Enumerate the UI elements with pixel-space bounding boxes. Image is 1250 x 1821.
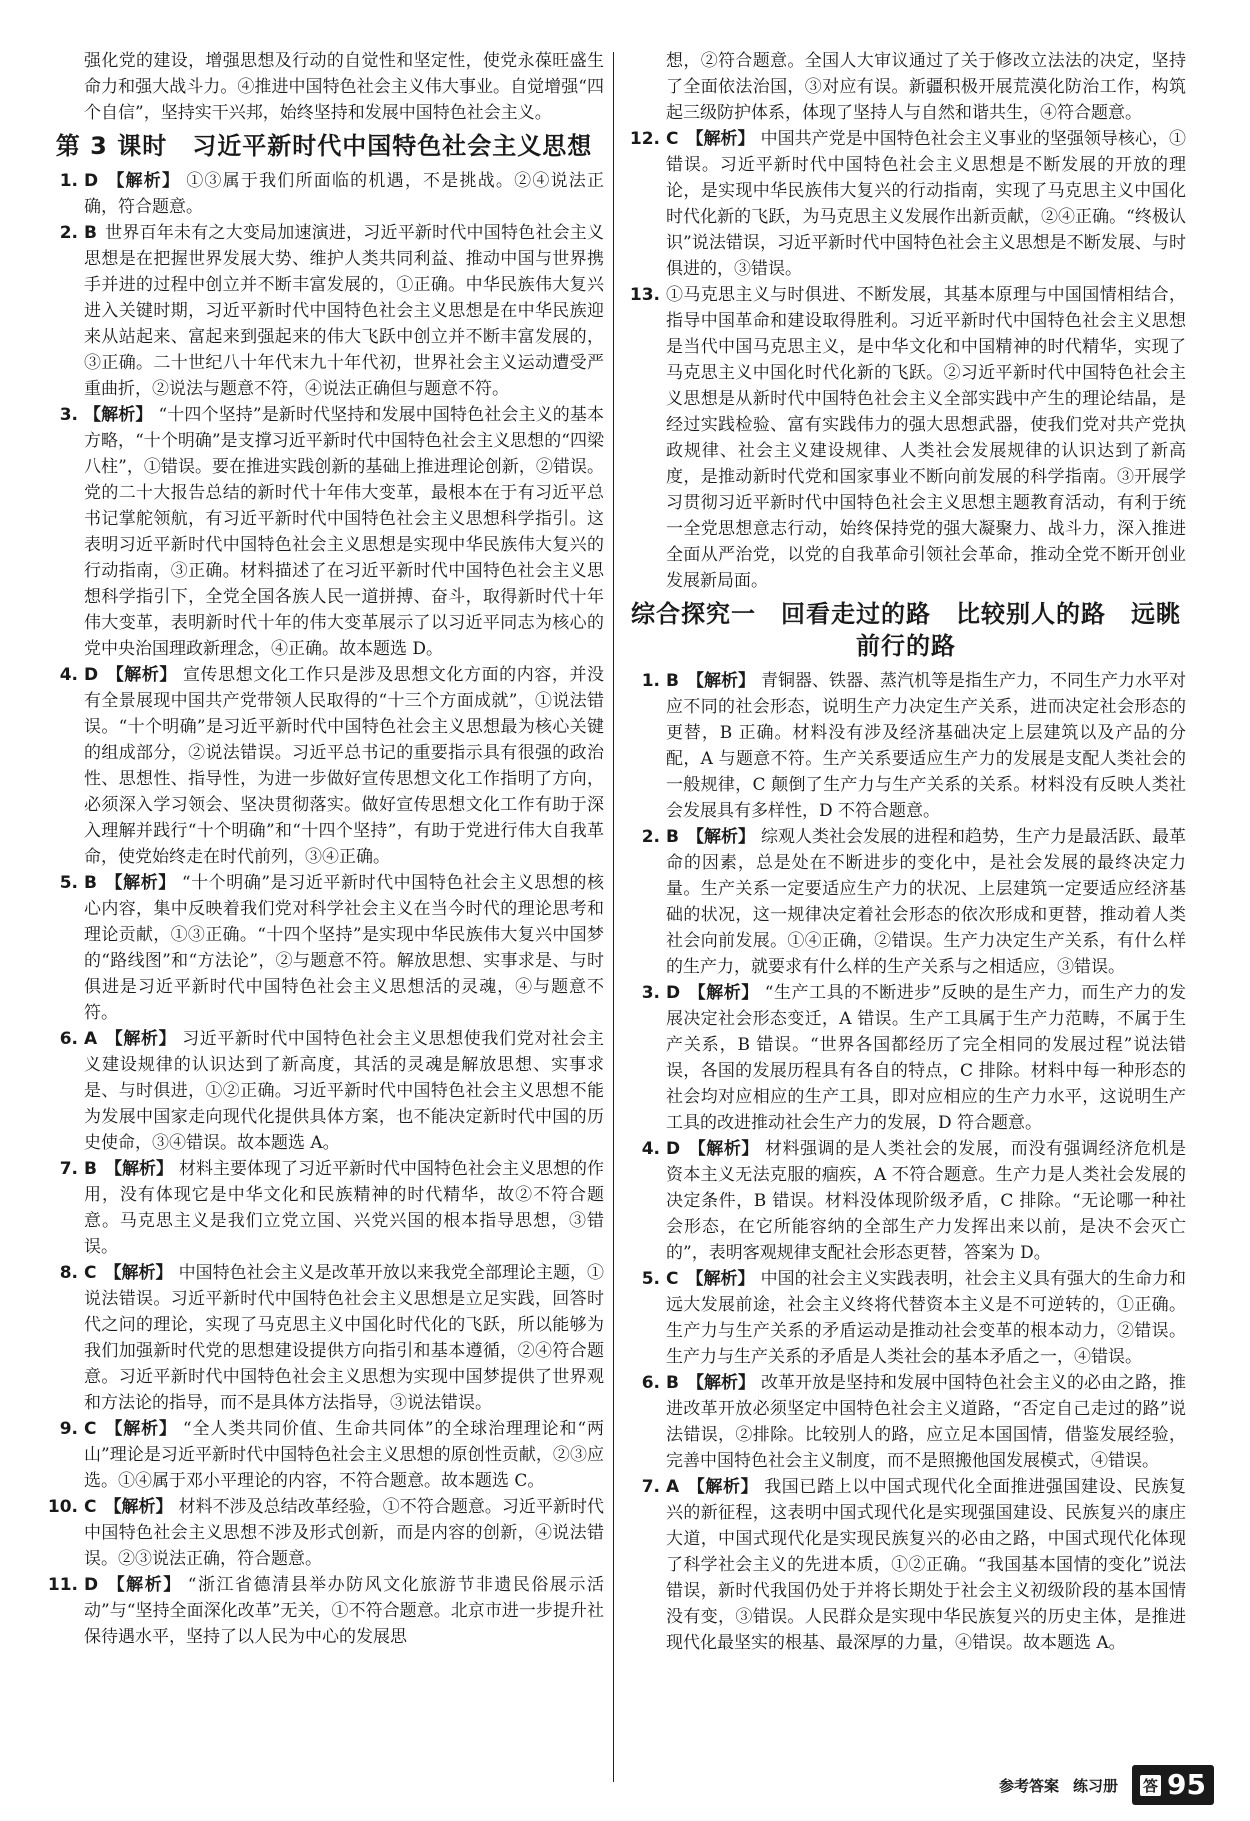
section-heading-comprehensive-1: 综合探究一 回看走过的路 比较别人的路 远眺前行的路	[631, 600, 1181, 660]
analysis-text: 材料强调的是人类社会的发展，而没有强调经济危机是资本主义无法克服的痼疾，A 不符合题意。生产力是人类社会发展的决定条件，B 错误。材料没体现阶级矛盾，C 排除。“无论哪一种社会形态，在它所能容纳的全部生产力发挥出来以前，是决不会灭亡的”，表明客观规律支配社会形态更替，答案为 D。	[666, 1139, 1187, 1263]
answer-letter: B	[84, 223, 97, 243]
question-number: 3.	[59, 405, 78, 425]
answer-letter: D	[666, 1139, 681, 1159]
analysis-tag: 【解析】	[686, 827, 755, 847]
answer-letter: A	[666, 1477, 680, 1497]
analysis-text: ①马克思主义与时俱进、不断发展，其基本原理与中国国情相结合，指导中国革命和建设取得胜利。习近平新时代中国特色社会主义思想是当代中国马克思主义，是中华文化和中国精神的时代精华，实现了马克思主义中国化时代化新的飞跃。②习近平新时代中国特色社会主义思想是从新时代中国特色社会主义全部实践中产生的理论结晶，是经过实践检验、富有实践伟力的强大思想武器，使我们党对共产党执政规律、社会主义建设规律、人类社会发展规律的认识达到了新高度，是推动新时代党和国家事业不断向前发展的科学指南。③开展学习贯彻习近平新时代中国特色社会主义思想主题教育活动，有利于统一全党思想意志行动，始终保持党的强大凝聚力、战斗力，深入推进全面从严治党，以党的自我革命引领社会革命，推动全党不断开创业发展新局面。	[666, 285, 1186, 591]
answer-badge: 答	[1140, 1775, 1161, 1796]
answer-letter: C	[666, 1269, 679, 1289]
analysis-text: 综观人类社会发展的进程和趋势，生产力是最活跃、最革命的因素，总是处在不断进步的变化中，是社会发展的最终决定力量。生产关系一定要适应生产力的状况、上层建筑一定要适应经济基础的状况，这一规律决定着社会形态的依次形成和更替，推动着人类社会向前发展。①④正确，②错误。生产力决定生产关系，有什么样的生产力，就要求有什么样的生产关系与之相适应，③错误。	[666, 827, 1187, 977]
question-number: 12.	[629, 129, 660, 149]
question-number: 5.	[641, 1269, 660, 1289]
analysis-tag: 【解析】	[106, 1575, 182, 1595]
question-number: 4.	[59, 665, 78, 685]
question-number: 1.	[641, 671, 660, 691]
answer-letter: D	[666, 983, 681, 1003]
question-number: 3.	[641, 983, 660, 1003]
section-heading-lesson-3: 第 3 课时 习近平新时代中国特色社会主义思想	[55, 132, 593, 160]
intro-paragraph: 强化党的建设，增强思想及行动的自觉性和坚定性，使党永葆旺盛生命力和强大战斗力。④推进中国特色社会主义伟大事业。自觉增强“四个自信”，坚持实干兴邦，始终坚持和发展中国特色社会主义。	[84, 51, 604, 123]
analysis-tag: 【解析】	[686, 671, 755, 691]
analysis-tag: 【解析】	[104, 1497, 173, 1517]
answer-item	[626, 824, 1186, 980]
analysis-tag: 【解析】	[104, 1419, 177, 1439]
analysis-text: “生产工具的不断进步”反映的是生产力，而生产力的发展决定社会形态变迁，A 错误。生产工具属于生产力范畴，不属于生产关系，B 错误。“世界各国都经历了完全相同的发展过程”说法错误，各国的发展历程具有各自的特点，C 排除。材料中每一种形态的社会均对应相应的生产工具，即对应相应的生产力水平，这说明生产工具的改进推动社会生产力的发展，D 符合题意。	[666, 983, 1186, 1133]
answer-item	[44, 1260, 604, 1416]
footer-label-workbook: 练习册	[1073, 1776, 1119, 1795]
analysis-tag: 【解析】	[105, 1029, 177, 1049]
question-number: 7.	[59, 1159, 78, 1179]
page-footer	[999, 1765, 1214, 1805]
question-number: 9.	[59, 1419, 78, 1439]
analysis-text: “浙江省德清县举办防风文化旅游节非遗民俗展示活动”与“坚持全面深化改革”无关，①不符合题意。北京市进一步提升社保待遇水平，坚持了以人民为中心的发展思	[84, 1575, 604, 1647]
analysis-text: 青铜器、铁器、蒸汽机等是指生产力，不同生产力水平对应不同的社会形态，说明生产力决定生产关系，进而决定社会形态的更替，B 正确。材料没有涉及经济基础决定上层建筑以及产品的分配，A 与题意不符。生产关系要适应生产力的发展是支配人类社会的一般规律，C 颠倒了生产力与生产关系的关系。材料没有反映人类社会发展具有多样性，D 不符合题意。	[666, 671, 1187, 821]
footer-label-answers: 参考答案	[998, 1776, 1059, 1795]
analysis-text: “全人类共同价值、生命共同体”的全球治理理论和“两山”理论是习近平新时代中国特色社会主义思想的原创性贡献，②③应选。①④属于邓小平理论的内容，不符合题意。故本题选 C。	[84, 1419, 604, 1491]
analysis-tag: 【解析】	[104, 1263, 173, 1283]
analysis-tag: 【解析】	[687, 1477, 759, 1497]
answer-item	[626, 126, 1186, 282]
column-divider	[613, 52, 614, 1782]
answer-letter: B	[666, 827, 679, 847]
analysis-tag: 【解析】	[688, 1139, 759, 1159]
analysis-tag: 【解析】	[686, 1373, 755, 1393]
question-number: 6.	[59, 1029, 78, 1049]
analysis-text: 世界百年未有之大变局加速演进，习近平新时代中国特色社会主义思想是在把握世界发展大势、维护人类共同利益、推动中国与世界携手并进的过程中创立并不断丰富发展的，①正确。中华民族伟大复兴进入关键时期，习近平新时代中国特色社会主义思想是在中华民族迎来从站起来、富起来到强起来的伟大飞跃中创立并不断丰富发展的，③正确。二十世纪八十年代末九十年代初，世界社会主义运动遭受严重曲折，②说法与题意不符，④说法正确但与题意不符。	[84, 223, 604, 399]
question-number: 5.	[59, 873, 78, 893]
answer-item	[44, 1572, 604, 1650]
answer-letter: D	[84, 665, 99, 685]
question-number: 10.	[47, 1497, 78, 1517]
question-number: 4.	[641, 1139, 660, 1159]
analysis-text: 改革开放是坚持和发展中国特色社会主义的必由之路，推进改革开放必须坚定中国特色社会主义道路，“否定自己走过的路”说法错误，②排除。比较别人的路，应立足本国国情，借鉴发展经验，完善中国特色社会主义制度，而不是照搬他国发展模式，④错误。	[666, 1373, 1187, 1471]
answer-list	[44, 168, 604, 1650]
answer-letter: B	[666, 671, 679, 691]
analysis-text: “十四个坚持”是新时代坚持和发展中国特色社会主义的基本方略，“十个明确”是支撑习近平新时代中国特色社会主义思想的“四梁八柱”，①错误。要在推进实践创新的基础上推进理论创新，②错误。党的二十大报告总结的新时代十年伟大变革，最根本在于有习近平总书记掌舵领航，有习近平新时代中国特色社会主义思想科学指引。这表明习近平新时代中国特色社会主义思想是实现中华民族伟大复兴的行动指南，③正确。材料描述了在习近平新时代中国特色社会主义思想科学指引下，全党全国各族人民一道拼搏、奋斗，取得新时代十年伟大变革，表明新时代十年的伟大变革展示了以习近平同志为核心的党中央治国理政新理念，④正确。故本题选 D。	[84, 405, 604, 659]
question-number: 8.	[59, 1263, 78, 1283]
answer-item	[44, 1156, 604, 1260]
answer-letter: B	[84, 873, 97, 893]
answer-letter: A	[84, 1029, 98, 1049]
page-number: 95	[1167, 1768, 1206, 1801]
analysis-text: 中国的社会主义实践表明，社会主义具有强大的生命力和远大发展前途，社会主义终将代替资本主义是不可逆转的，①正确。生产力与生产关系的矛盾运动是推动社会变革的根本动力，②错误。生产力与生产关系的矛盾是人类社会的基本矛盾之一，④错误。	[666, 1269, 1187, 1367]
analysis-text: 宣传思想文化工作只是涉及思想文化方面的内容，并没有全景展现中国共产党带领人民取得的“十三个方面成就”，①说法错误。“十个明确”是习近平新时代中国特色社会主义思想最为核心关键的组成部分，②说法错误。习近平总书记的重要指示具有很强的政治性、思想性、指导性，为进一步做好宣传思想文化工作指明了方向，必须深入学习领会、坚决贯彻落实。做好宣传思想文化工作有助于深入理解并践行“十个明确”和“十四个坚持”，有助于党进行伟大自我革命，使党始终走在时代前列，③④正确。	[84, 665, 605, 867]
answer-item	[44, 1026, 604, 1156]
answer-item	[44, 662, 604, 870]
question-number: 1.	[59, 171, 78, 191]
analysis-tag: 【解析】	[104, 873, 176, 893]
analysis-tag: 【解析】	[84, 405, 153, 425]
continued-paragraph: 想，②符合题意。全国人大审议通过了关于修改立法法的决定，坚持了全面依法治国，③对应有误。新疆积极开展荒漠化防治工作，构筑起三级防护体系，体现了坚持人与自然和谐共生，④符合题意。	[666, 51, 1186, 123]
answer-item	[626, 1266, 1186, 1370]
analysis-text: 习近平新时代中国特色社会主义思想使我们党对社会主义建设规律的认识达到了新高度，其活的灵魂是解放思想、实事求是、与时俱进，①②正确。习近平新时代中国特色社会主义思想不能为发展中国家走向现代化提供具体方案，也不能决定新时代中国的历史使命，③④错误。故本题选 A。	[84, 1029, 605, 1153]
question-number: 7.	[641, 1477, 660, 1497]
left-column	[44, 48, 604, 1650]
answer-letter: D	[84, 171, 99, 191]
analysis-text: 中国共产党是中国特色社会主义事业的坚强领导核心，①错误。习近平新时代中国特色社会主义思想是不断发展的开放的理论，是实现中华民族伟大复兴的行动指南，实现了马克思主义中国化时代化新的飞跃，为马克思主义发展作出新贡献，②④正确。“终极认识”说法错误，习近平新时代中国特色社会主义思想是不断发展、与时俱进的，③错误。	[666, 129, 1187, 279]
answer-item	[626, 1370, 1186, 1474]
answer-item	[44, 168, 604, 220]
question-number: 13.	[629, 285, 660, 305]
answer-item	[44, 1494, 604, 1572]
analysis-tag: 【解析】	[104, 1159, 173, 1179]
analysis-tag: 【解析】	[106, 171, 181, 191]
answer-item	[44, 402, 604, 662]
answer-item	[626, 1136, 1186, 1266]
answer-letter: C	[84, 1419, 97, 1439]
question-number: 2.	[59, 223, 78, 243]
answer-item	[44, 870, 604, 1026]
answer-letter: C	[84, 1263, 97, 1283]
answer-letter: D	[84, 1575, 99, 1595]
analysis-text: “十个明确”是习近平新时代中国特色社会主义思想的核心内容，集中反映着我们党对科学社会主义在当今时代的理论思考和理论贡献，①③正确。“十四个坚持”是实现中华民族伟大复兴中国梦的“路线图”和“方法论”，②与题意不符。解放思想、实事求是、与时俱进是习近平新时代中国特色社会主义思想活的灵魂，④与题意不符。	[84, 873, 604, 1023]
analysis-tag: 【解析】	[686, 129, 755, 149]
answer-letter: C	[84, 1497, 97, 1517]
answer-item	[626, 1474, 1186, 1656]
answer-letter: B	[84, 1159, 97, 1179]
answer-item	[44, 220, 604, 402]
answer-item	[44, 1416, 604, 1494]
answer-item	[626, 980, 1186, 1136]
page-number-box	[1132, 1765, 1214, 1805]
analysis-text: 材料主要体现了习近平新时代中国特色社会主义思想的作用，没有体现它是中华文化和民族精神的时代精华，故②不符合题意。马克思主义是我们立党立国、兴党兴国的根本指导思想，③错误。	[84, 1159, 605, 1257]
analysis-text: 我国已踏上以中国式现代化全面推进强国建设、民族复兴的新征程，这表明中国式现代化是实现强国建设、民族复兴的康庄大道，中国式现代化是实现民族复兴的必由之路，中国式现代化体现了科学社会主义的先进本质，①②正确。“我国基本国情的变化”说法错误，新时代我国仍处于并将长期处于社会主义初级阶段的基本国情没有变，③错误。人民群众是实现中华民族复兴的历史主体，是推进现代化最坚实的根基、最深厚的力量，④错误。故本题选 A。	[666, 1477, 1187, 1653]
answer-letter: B	[666, 1373, 679, 1393]
analysis-text: 材料不涉及总结改革经验，①不符合题意。习近平新时代中国特色社会主义思想不涉及形式创新，而是内容的创新，④说法错误。②③说法正确，符合题意。	[84, 1497, 605, 1569]
answer-item	[626, 668, 1186, 824]
answer-list	[626, 126, 1186, 594]
analysis-text: ①③属于我们所面临的机遇，不是挑战。②④说法正确，符合题意。	[84, 171, 605, 217]
question-number: 6.	[641, 1373, 660, 1393]
analysis-text: 中国特色社会主义是改革开放以来我党全部理论主题，①说法错误。习近平新时代中国特色社会主义思想是立足实践，回答时代之问的理论，实现了马克思主义中国化时代化的飞跃，所以能够为我们加强新时代党的思想建设提供方向指引和基本遵循，②④符合题意。习近平新时代中国特色社会主义思想为实现中国梦提供了世界观和方法论的指导，而不是具体方法指导，③说法错误。	[84, 1263, 605, 1413]
question-number: 11.	[47, 1575, 78, 1595]
answer-item	[626, 282, 1186, 594]
analysis-tag: 【解析】	[106, 665, 177, 685]
question-number: 2.	[641, 827, 660, 847]
answer-letter: C	[666, 129, 679, 149]
answer-list	[626, 668, 1186, 1656]
analysis-tag: 【解析】	[686, 1269, 755, 1289]
right-column	[626, 48, 1186, 1656]
analysis-tag: 【解析】	[688, 983, 759, 1003]
